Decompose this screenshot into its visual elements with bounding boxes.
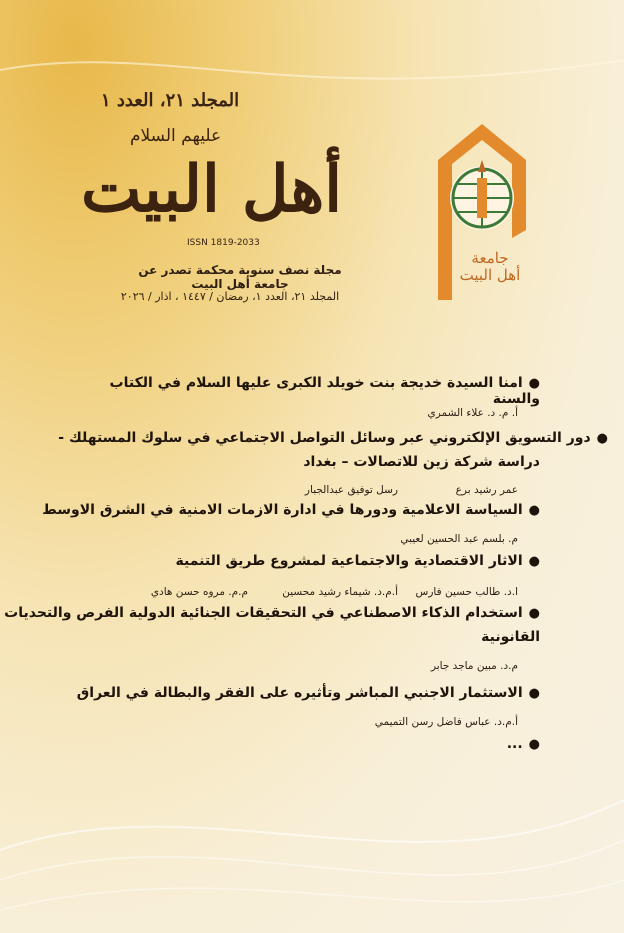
- issue-date-line: المجلد ٢١، العدد ١، رمضان / ١٤٤٧ ، اذار / ٢٠٢٦: [120, 290, 340, 303]
- university-logo-text: [445, 250, 535, 285]
- article-author: رسل توفيق عبدالجبار: [304, 484, 398, 496]
- article-title-line2: القانونية: [481, 629, 540, 645]
- volume-issue-heading: المجلد ٢١، العدد ١: [100, 90, 240, 111]
- issn-number: ISSN 1819-2033: [187, 238, 260, 248]
- logo-text-line-2: أهل البيت: [459, 266, 521, 285]
- journal-title: [55, 118, 350, 248]
- article-author: أ.م.د. عباس فاضل رسن التميمي: [374, 716, 518, 728]
- article-title: ●السياسة الاعلامية ودورها في ادارة الازمات الامنية في الشرق الاوسط: [42, 502, 540, 518]
- bullet-icon: ●: [528, 554, 540, 569]
- bullet-icon: ●: [528, 686, 540, 701]
- article-author: أ.م.د. شيماء رشيد محسين: [282, 586, 398, 598]
- bullet-icon: ●: [528, 737, 540, 752]
- bullet-icon: ●: [528, 606, 540, 621]
- article-title: ●دور التسويق الإلكتروني عبر وسائل التواصل الاجتماعي في سلوك المستهلك -: [58, 430, 608, 446]
- article-author: أ. م. د. علاء الشمري: [427, 407, 518, 419]
- logo-text-line-1: جامعة: [471, 249, 509, 267]
- article-title: ●الاستثمار الاجنبي المباشر وتأثيره على الفقر والبطالة في العراق: [76, 685, 540, 701]
- article-author: ا.د. طالب حسين فارس: [415, 586, 518, 598]
- article-title: ●استخدام الذكاء الاصطناعي في التحقيقات الجنائية الدولية الفرص والتحديات: [4, 605, 540, 621]
- article-author: عمر رشيد برع: [455, 484, 518, 496]
- bullet-icon: ●: [528, 503, 540, 518]
- article-title: ●الاثار الاقتصادية والاجتماعية لمشروع طريق التنمية: [175, 553, 540, 569]
- bullet-icon: ●: [596, 431, 608, 446]
- journal-subtitle: مجلة نصف سنوية محكمة تصدر عن جامعة أهل البيت: [138, 263, 342, 291]
- article-title: ●...: [506, 736, 540, 752]
- article-title: ●امنا السيدة خديجة بنت خويلد الكبرى عليها السلام في الكتاب والسنة: [109, 375, 540, 407]
- article-author: م. بلسم عبد الحسين لعيبي: [400, 533, 518, 545]
- article-author: م.د. مبين ماجد جابر: [430, 660, 518, 672]
- article-author: م.م. مروه حسن هادي: [150, 586, 248, 598]
- article-title-line2: دراسة شركة زين للاتصالات – بغداد: [303, 454, 540, 470]
- bullet-icon: ●: [528, 376, 540, 391]
- journal-honorific: عليهم السلام: [130, 126, 222, 146]
- journal-name: أهل البيت: [80, 152, 342, 227]
